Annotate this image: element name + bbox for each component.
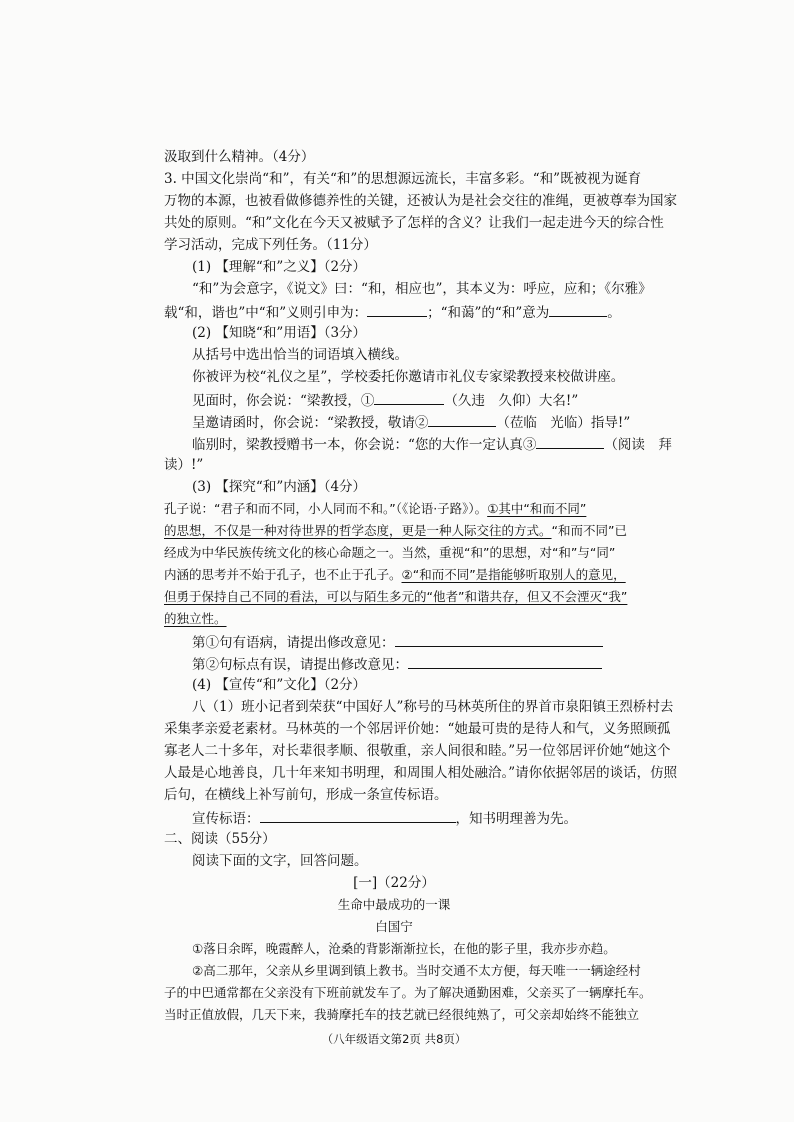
question-3-intro: 3. 中国文化崇尚“和”，有关“和”的思想源远流长，丰富多彩。“和”既被视为诞育 [164, 171, 642, 187]
paragraph-2: ②高二那年，父亲从乡里调到镇上教书。当时交通不太方便，每天唯一一辆途经村 [192, 963, 641, 978]
text-span: ，知书明理善为先。 [455, 811, 577, 827]
text-span: 临别时，梁教授赠书一本，你会说：“您的大作一定认真③ [192, 437, 537, 453]
text-span: 宣传标语： [192, 811, 260, 827]
answer-blank[interactable] [428, 412, 496, 427]
text-line [192, 632, 603, 652]
text-line: 子的中巴通常都在父亲没有下班前就发车了。为了解决通勤困难，父亲买了一辆摩托车。 [164, 985, 652, 1000]
text-line [192, 434, 672, 454]
text-span: 内涵的思考并不始于孔子，也不止于孔子。 [164, 567, 402, 582]
answer-blank[interactable] [367, 302, 427, 317]
text-line: 经成为中华民族传统文化的核心命题之一。当然，重视“和”的思想，对“和”与“同” [164, 545, 616, 560]
underlined-sentence-2: 但勇于保持自己不同的看法，可以与陌生多元的“他者”和谐共存，但又不会湮灭“我” [164, 589, 628, 604]
answer-blank[interactable] [260, 808, 456, 823]
text-line [164, 522, 627, 540]
section-heading: 二、阅读（55分） [164, 831, 276, 847]
answer-blank[interactable] [549, 302, 607, 317]
underlined-sentence-1: ①其中“和而不同” [487, 501, 587, 516]
text-line: 读）!” [164, 457, 204, 473]
underlined-sentence-1: 的思想，不仅是一种对待世界的哲学态度，更是一种人际交往的方式。 [164, 523, 552, 538]
page-footer: （八年级语文第2页 共8页） [321, 1032, 467, 1046]
text-span: “和而不同”已 [551, 523, 627, 538]
answer-blank[interactable] [395, 632, 603, 647]
text-span: ；“和蔼”的“和”意为 [427, 305, 550, 321]
task-4-heading: (4) 【宣传“和”文化】（2分） [192, 677, 367, 693]
text-span: （莅临 光临）指导!” [496, 415, 631, 431]
text-line: 八（1）班小记者到荣获“中国好人”称号的马林英所住的界首市泉阳镇王烈桥村去 [192, 699, 674, 715]
text-line: “和”为会意字，《说文》曰：“和，相应也”，其本义为：呼应，应和；《尔雅》 [192, 281, 652, 297]
passage-author: 白国宁 [375, 919, 413, 934]
answer-blank[interactable] [536, 434, 604, 449]
text-line: 阅读下面的文字，回答问题。 [192, 853, 368, 869]
text-span: 呈邀请函时，你会说：“梁教授，敬请② [192, 415, 429, 431]
answer-blank[interactable] [374, 390, 444, 405]
text-span: 第①句有语病，请提出修改意见： [192, 635, 395, 651]
text-span: （久违 久仰）大名!” [444, 393, 579, 409]
text-line [164, 500, 586, 518]
text-line [192, 412, 630, 432]
text-line [192, 808, 577, 828]
text-span: 见面时，你会说：“梁教授，① [192, 393, 375, 409]
text-line: 采集孝亲爱老素材。马林英的一个邻居评价她：“她最可贵的是待人和气，义务照顾孤 [164, 721, 671, 737]
task-2-heading: (2) 【知晓“和”用语】（3分） [192, 325, 367, 341]
passage-title: 生命中最成功的一课 [337, 897, 451, 912]
text-line: 寡老人二十多年，对长辈很孝顺、很敬重，亲人间很和睦。”另一位邻居评价她“她这个 [164, 743, 671, 759]
text-line [192, 654, 602, 674]
task-3-heading: (3) 【探究“和”内涵】（4分） [192, 479, 367, 495]
underlined-sentence-2: 的独立性。 [164, 611, 227, 626]
text-span: （阅读 拜 [604, 437, 672, 453]
text-line [192, 390, 578, 410]
text-line: 共处的原则。“和”文化在今天又被赋予了怎样的含义？让我们一起走进今天的综合性 [164, 215, 664, 231]
text-span: 。 [607, 305, 621, 321]
text-line: 学习活动，完成下列任务。（11分） [164, 237, 377, 253]
text-span: 载“和，谐也”中“和”义则引申为： [164, 305, 368, 321]
text-line [164, 302, 621, 322]
text-line: 万物的本源，也被看做修德养性的关键，还被认为是社会交往的准绳，更被尊奉为国家 [164, 193, 677, 209]
text-line: 汲取到什么精神。（4分） [164, 149, 315, 165]
answer-blank[interactable] [408, 654, 602, 669]
underlined-sentence-2: ②“和而不同”是指能够听取别人的意见， [401, 567, 626, 582]
text-line: 后句，在横线上补写前句，形成一条宣传标语。 [164, 787, 448, 803]
text-span: 第②句标点有误，请提出修改意见： [192, 657, 408, 673]
text-span: 孔子说：“君子和而不同，小人同而不和。”（《论语·子路》）。 [164, 501, 488, 516]
paragraph-1: ①落日余晖，晚霞醉人，沧桑的背影渐渐拉长，在他的影子里，我亦步亦趋。 [192, 941, 616, 956]
text-line [164, 566, 626, 584]
text-line: 人最是心地善良，几十年来知书明理，和周围人相处融洽。”请你依据邻居的谈话，仿照 [164, 765, 678, 781]
task-1-heading: (1) 【理解“和”之义】（2分） [192, 259, 367, 275]
text-line: 当时正值放假，几天下来，我骑摩托车的技艺就已经很纯熟了，可父亲却始终不能独立 [164, 1007, 640, 1022]
text-line: 你被评为校“礼仪之星”，学校委托你邀请市礼仪专家梁教授来校做讲座。 [192, 369, 625, 385]
text-line: 从括号中选出恰当的词语填入横线。 [192, 347, 408, 363]
passage-number: [一]（22分） [353, 875, 435, 891]
